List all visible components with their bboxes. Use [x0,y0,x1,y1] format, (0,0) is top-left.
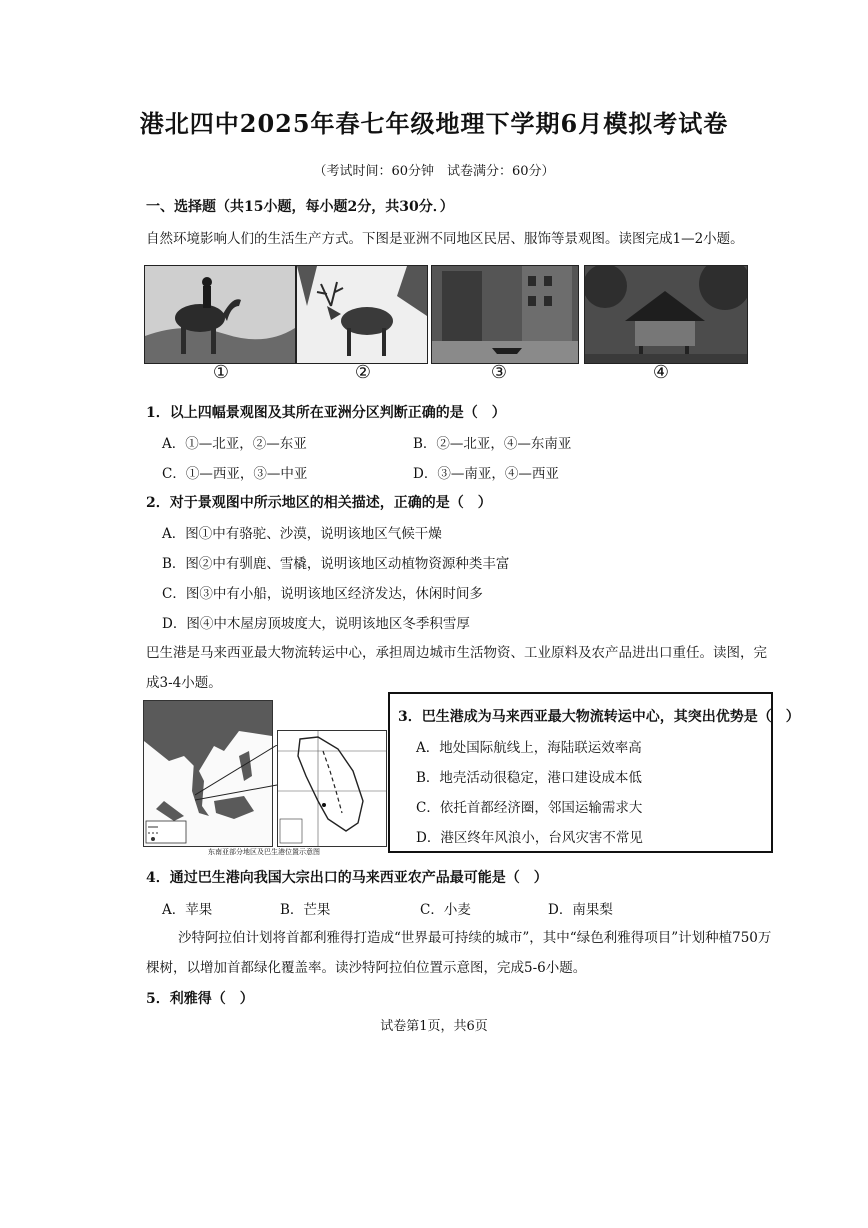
wooden-house-forest-photo [584,265,748,364]
question-4-stem: 4．通过巴生港向我国大宗出口的马来西亚农产品最可能是（ ） [146,870,548,886]
photo-label-2: ② [354,362,372,383]
intro-q3-4-line2: 成3-4小题。 [146,675,222,691]
question-2-option-d: D．图④中木屋房顶坡度大，说明该地区冬季积雪厚 [162,616,470,632]
question-4-option-c: C．小麦 [420,902,471,918]
question-1-stem: 1．以上四幅景观图及其所在亚洲分区判断正确的是（ ） [146,405,506,421]
question-4-option-b: B．芒果 [280,902,331,918]
reindeer-snow-photo [296,265,428,364]
exam-info: （考试时间：60分钟 试卷满分：60分） [313,164,555,179]
page-title: 港北四中2025年春七年级地理下学期6月模拟考试卷 [139,109,729,138]
intro-q5-6-line1: 沙特阿拉伯计划将首都利雅得打造成“世界最可持续的城市”，其中“绿色利雅得项目”计划种植750万 [178,930,772,946]
question-3-stem: 3．巴生港成为马来西亚最大物流转运中心，其突出优势是（ ） [398,709,800,725]
camel-desert-photo [144,265,296,364]
map-caption: 东南亚部分地区及巴生港位置示意图 [208,848,320,856]
map-connector-line [195,745,315,805]
question-3-option-b: B．地壳活动很稳定，港口建设成本低 [416,770,642,786]
question-3-option-a: A．地处国际航线上，海陆联运效率高 [416,740,642,756]
question-5-stem: 5．利雅得（ ） [146,991,254,1007]
question-2-option-b: B．图②中有驯鹿、雪橇，说明该地区动植物资源种类丰富 [162,556,510,572]
photo-label-3: ③ [490,362,508,383]
section-heading: 一、选择题（共15小题，每小题2分，共30分．） [146,199,454,215]
photo-label-1: ① [212,362,230,383]
question-3-option-d: D．港区终年风浪小，台风灾害不常见 [416,830,643,846]
question-3-option-c: C．依托首都经济圈，邻国运输需求大 [416,800,643,816]
question-2-option-c: C．图③中有小船，说明该地区经济发达，休闲时间多 [162,586,483,602]
intro-q1-2: 自然环境影响人们的生活生产方式。下图是亚洲不同地区民居、服饰等景观图。读图完成1—2小题。 [146,231,744,247]
question-4-option-a: A．苹果 [162,902,213,918]
question-2-stem: 2．对于景观图中所示地区的相关描述，正确的是（ ） [146,495,492,511]
question-4-option-d: D．南果梨 [548,902,613,918]
intro-q5-6-line2: 棵树，以增加首都绿化覆盖率。读沙特阿拉伯位置示意图，完成5-6小题。 [146,960,587,976]
page-footer: 试卷第1页，共6页 [380,1019,488,1034]
intro-q3-4-line1: 巴生港是马来西亚最大物流转运中心，承担周边城市生活物资、工业原料及农产品进出口重任。读图，完 [146,645,767,661]
question-1-option-a: A．①—北亚，②—东亚 [162,436,307,452]
question-2-option-a: A．图①中有骆驼、沙漠，说明该地区气候干燥 [162,526,442,542]
question-1-option-c: C．①—西亚，③—中亚 [162,466,308,482]
question-1-option-d: D．③—南亚，④—西亚 [413,466,559,482]
photo-label-4: ④ [652,362,670,383]
question-1-option-b: B．②—北亚，④—东南亚 [413,436,572,452]
canal-boat-photo [431,265,579,364]
